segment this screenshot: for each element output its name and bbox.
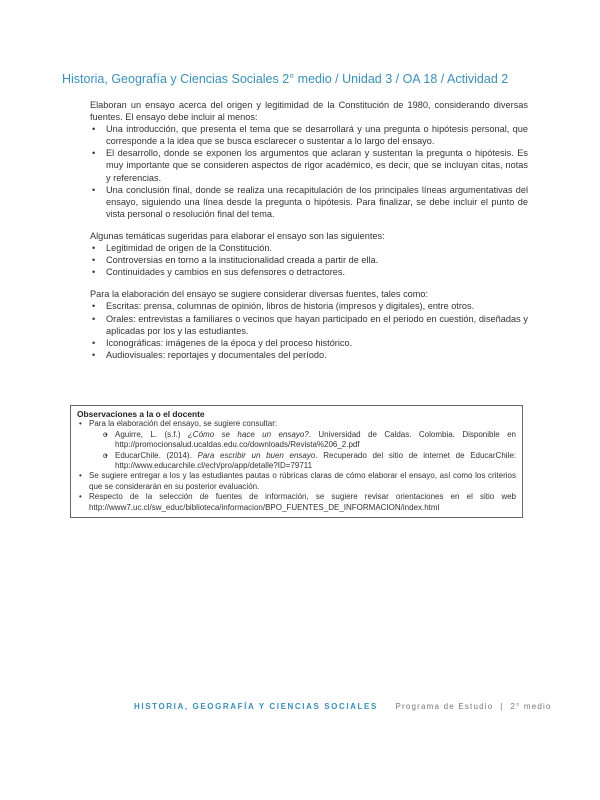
list-item: • Controversias en torno a la institucionalidad creada a partir de ella. bbox=[106, 254, 528, 266]
sub-bullet: • o bbox=[103, 450, 108, 460]
teacher-observations-box bbox=[70, 405, 523, 518]
list-item[interactable]: • Respecto de la selección de fuentes de información, se sugiere revisar orientaciones en el sitio web http://www7.uc.cl/sw_educ/biblioteca/informacion/BPO_FUENTES_DE_INFORMACION/index.html bbox=[89, 492, 516, 513]
list-item bbox=[89, 419, 516, 471]
footer-separator: | bbox=[500, 702, 504, 711]
topics-list bbox=[90, 242, 528, 278]
list-item: • El desarrollo, donde se exponen los argumentos que aclaran y sustentan la pregunta o hipótesis. Es muy importante que se consideren aspectos de rigor académico, es decir, que se incluyan citas, notas y referencias. bbox=[106, 147, 528, 183]
sources-intro: Para la elaboración del ensayo se sugiere considerar diversas fuentes, tales como: bbox=[90, 289, 429, 300]
activity-body bbox=[90, 99, 528, 365]
list-item: • Audiovisuales: reportajes y documentales del período. bbox=[106, 349, 528, 361]
list-item: • Escritas: prensa, columnas de opinión, libros de historia (impresos y digitales), entre otros. bbox=[106, 300, 528, 312]
list-item: • Continuidades y cambios en sus defensores o detractores. bbox=[106, 266, 528, 278]
observations-list bbox=[77, 419, 516, 513]
topics-intro: Algunas temáticas sugeridas para elaborar el ensayo son las siguientes: bbox=[90, 230, 385, 241]
list-item: • Iconográficas: imágenes de la época y del proceso histórico. bbox=[106, 337, 528, 349]
structure-list bbox=[90, 123, 528, 220]
list-item: • Una introducción, que presenta el tema que se desarrollará y una pregunta o hipótesis personal, que corresponde a la idea que se busca esclarecer o sustentar a lo largo del ensayo. bbox=[106, 123, 528, 147]
sub-bullet: • o bbox=[103, 429, 108, 439]
page-footer bbox=[134, 702, 554, 711]
list-item: • Legitimidad de origen de la Constitución. bbox=[106, 242, 528, 254]
observations-heading: Observaciones a la o el docente bbox=[77, 409, 205, 419]
sources-list bbox=[90, 300, 528, 360]
footer-subject: HISTORIA, GEOGRAFÍA Y CIENCIAS SOCIALES bbox=[134, 702, 378, 711]
reference-item: • o Aguirre, L. (s.f.) ¿Cómo se hace un ensayo?. Universidad de Caldas. Colombia. Disponible en http://promocionsalud.ucaldas.edu.co/downloads/Revista%206_2.pdf bbox=[115, 430, 516, 451]
reference-list bbox=[89, 430, 516, 472]
observation-text: Para la elaboración del ensayo, se sugiere consultar: bbox=[89, 419, 278, 429]
list-item: • Una conclusión final, donde se realiza una recapitulación de los principales líneas argumentativas del ensayo, siguiendo una línea desde la pregunta o hipótesis. Para finalizar, se debe incluir el punto de vista personal o resolución final del tema. bbox=[106, 184, 528, 220]
list-item: • Se sugiere entregar a los y las estudiantes pautas o rúbricas claras de cómo elaborar el ensayo, así como los criterios que se considerarán en su posterior evaluación. bbox=[89, 471, 516, 492]
list-item: • Orales: entrevistas a familiares o vecinos que hayan participado en el periodo en cuestión, diseñadas y aplicadas por los y las estudiantes. bbox=[106, 313, 528, 337]
reference-item: • o EducarChile. (2014). Para escribir un buen ensayo. Recuperado del sitio de internet de EducarChile: http://www.educarchile.cl/ech/pro/app/detalle?ID=79711 bbox=[115, 451, 516, 472]
footer-program: Programa de Estudio bbox=[395, 702, 494, 711]
intro-paragraph: Elaboran un ensayo acerca del origen y legitimidad de la Constitución de 1980, considerando diversas fuentes. El ensayo debe incluir al menos: bbox=[90, 100, 528, 123]
footer-grade: 2° medio bbox=[510, 702, 552, 711]
page-title: Historia, Geografía y Ciencias Sociales 2° medio / Unidad 3 / OA 18 / Actividad 2 bbox=[62, 72, 509, 86]
